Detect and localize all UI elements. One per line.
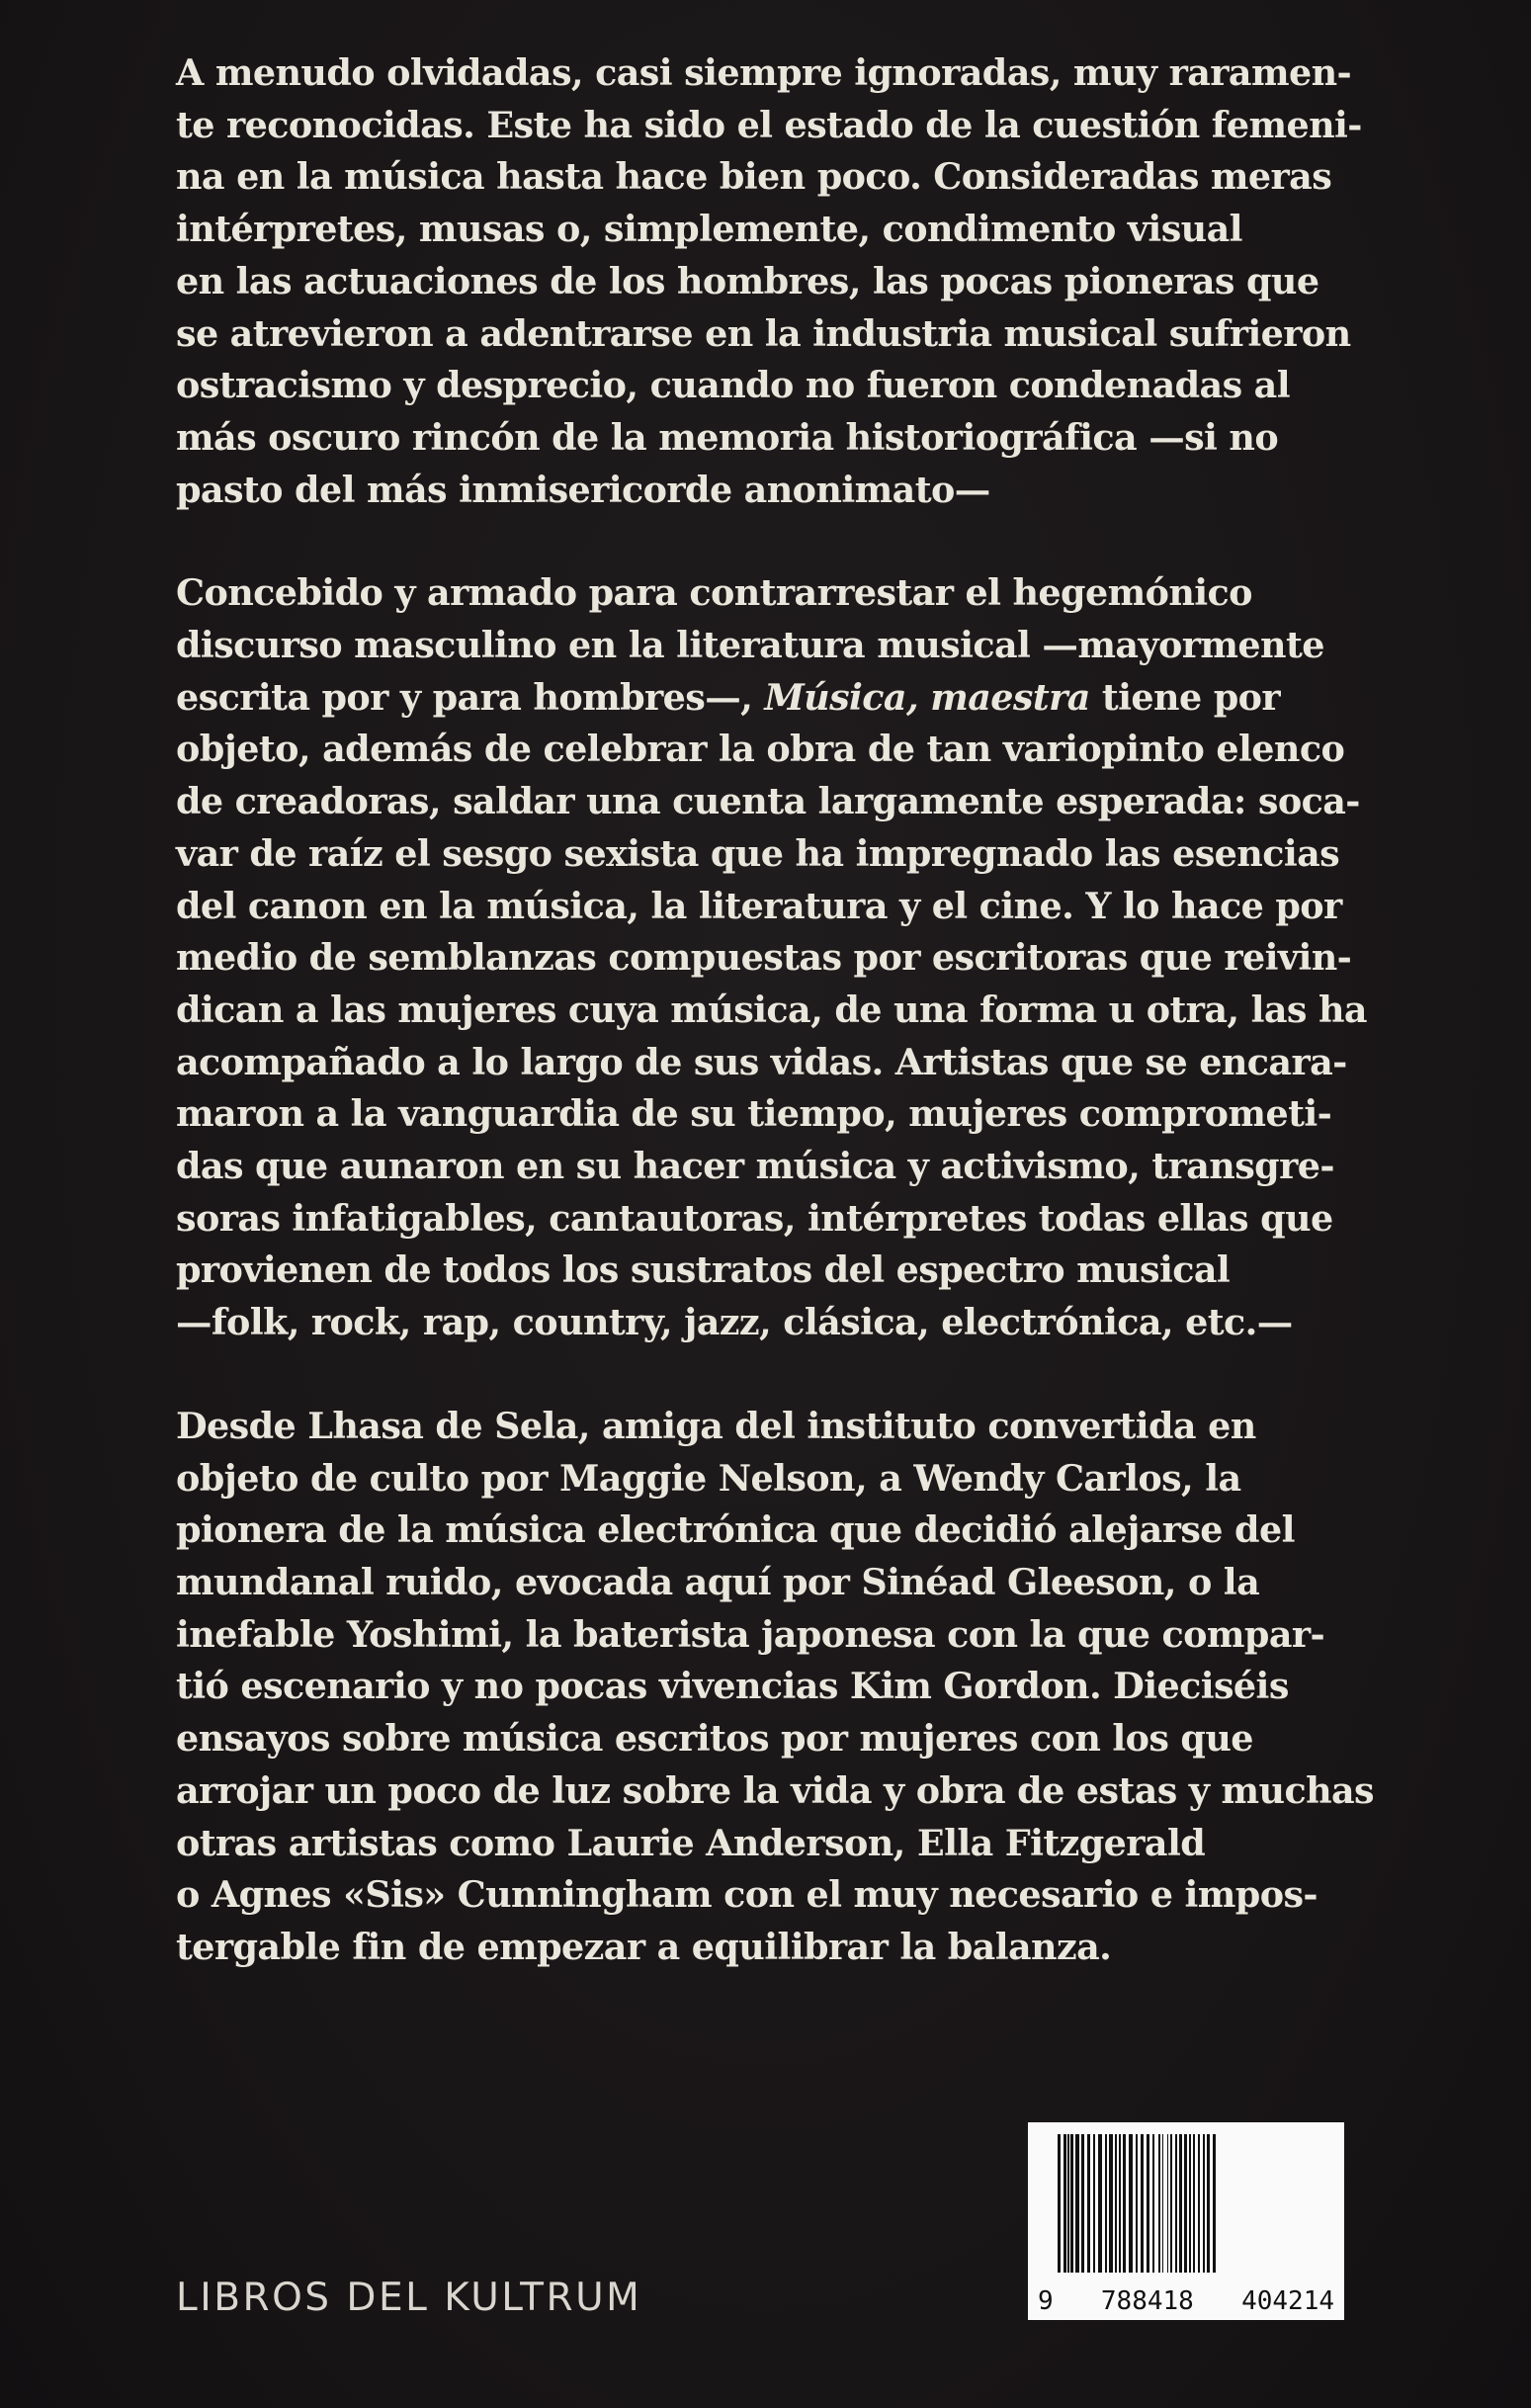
paragraph-2: [176, 567, 1367, 1349]
barcode-bar: [1105, 2134, 1107, 2273]
barcode-bar: [1207, 2134, 1210, 2273]
text-line: de creadoras, saldar una cuenta largamente esperada: soca-: [176, 780, 1360, 823]
text-line: tergable fin de empezar a equilibrar la balanza.: [176, 1925, 1112, 1968]
publisher-name: LIBROS DEL KULTRUM: [176, 2276, 642, 2320]
barcode-bar: [1141, 2134, 1144, 2273]
barcode-bar: [1119, 2134, 1121, 2273]
text-line: dican a las mujeres cuya música, de una forma u otra, las ha: [176, 988, 1367, 1031]
text-line: mundanal ruido, evocada aquí por Sinéad Gleeson, o la: [176, 1560, 1260, 1603]
text-line: pasto del más inmisericorde anonimato—: [176, 468, 990, 511]
barcode-bar: [1081, 2134, 1084, 2273]
text-line: provienen de todos los sustratos del espectro musical: [176, 1248, 1231, 1292]
text-line: ensayos sobre música escritos por mujeres con los que: [176, 1717, 1253, 1761]
text-line: se atrevieron a adentrarse en la industria musical sufrieron: [176, 311, 1351, 355]
barcode-bar: [1123, 2134, 1126, 2273]
text-line: medio de semblanzas compuestas por escritoras que reivin-: [176, 936, 1352, 980]
barcode-bar: [1193, 2134, 1195, 2273]
text-line: Concebido y armado para contrarrestar el hegemónico: [176, 571, 1252, 615]
text-line: ostracismo y desprecio, cuando no fueron condenadas al: [176, 364, 1290, 407]
barcode-bar: [1058, 2134, 1061, 2273]
text-line: —folk, rock, rap, country, jazz, clásica, electrónica, etc.—: [176, 1301, 1293, 1344]
barcode-bar: [1162, 2134, 1163, 2273]
text-line: arrojar un poco de luz sobre la vida y obra de estas y muchas: [176, 1768, 1375, 1812]
barcode-bars: [1028, 2122, 1344, 2280]
paragraph-1: [176, 47, 1362, 516]
text-line: Desde Lhasa de Sela, amiga del instituto convertida en: [176, 1404, 1256, 1447]
text-line: objeto, además de celebrar la obra de tan variopinto elenco: [176, 728, 1345, 771]
isbn-barcode: [1028, 2122, 1344, 2320]
text-line: inefable Yoshimi, la baterista japonesa con la que compar-: [176, 1612, 1325, 1656]
barcode-bar: [1198, 2134, 1200, 2273]
text-line: na en la música hasta hace bien poco. Consideradas meras: [176, 155, 1332, 199]
barcode-bar: [1203, 2134, 1205, 2273]
text-line: soras infatigables, cantautoras, intérpretes todas ellas que: [176, 1196, 1333, 1240]
barcode-bar: [1147, 2134, 1149, 2273]
barcode-bar: [1063, 2134, 1066, 2273]
barcode-digit-group-2: 404214: [1241, 2286, 1334, 2316]
barcode-bar: [1213, 2134, 1216, 2273]
paragraph-3: [176, 1401, 1375, 1974]
text-line: o Agnes «Sis» Cunningham con el muy necesario e impos-: [176, 1873, 1318, 1917]
barcode-bar: [1170, 2134, 1172, 2273]
text-line: var de raíz el sesgo sexista que ha impregnado las esencias: [176, 831, 1340, 875]
text-line: del canon en la música, la literatura y el cine. Y lo hace por: [176, 884, 1342, 927]
text-line: discurso masculino en la literatura musical —mayormente: [176, 624, 1324, 667]
barcode-digit-group-1: 788418: [1100, 2286, 1194, 2316]
text-line: intérpretes, musas o, simplemente, condimento visual: [176, 208, 1242, 251]
text-line: acompañado a lo largo de sus vidas. Artistas que se encara-: [176, 1040, 1347, 1083]
text-line: pionera de la música electrónica que decidió alejarse del: [176, 1508, 1295, 1552]
barcode-bar: [1087, 2134, 1090, 2273]
barcode-bar: [1175, 2134, 1177, 2273]
barcode-bar: [1098, 2134, 1102, 2273]
book-title: Música, maestra: [764, 675, 1090, 719]
barcode-bar: [1179, 2134, 1182, 2273]
barcode-bar: [1158, 2134, 1160, 2273]
barcode-bar: [1115, 2134, 1117, 2273]
barcode-bar: [1152, 2134, 1154, 2273]
barcode-bar: [1189, 2134, 1191, 2273]
text-line: en las actuaciones de los hombres, las pocas pioneras que: [176, 259, 1319, 302]
text-line: tió escenario y no pocas vivencias Kim Gordon. Dieciséis: [176, 1665, 1289, 1708]
text-line: A menudo olvidadas, casi siempre ignoradas, muy raramen-: [176, 51, 1352, 94]
text-line: más oscuro rincón de la memoria historiográfica —si no: [176, 415, 1279, 459]
barcode-bar: [1167, 2134, 1168, 2273]
blurb-text: [176, 47, 1375, 1974]
barcode-bar: [1136, 2134, 1138, 2273]
barcode-digit-lead: 9: [1038, 2286, 1054, 2316]
text-fragment: escrita por y para hombres—,: [176, 675, 765, 719]
barcode-bar: [1070, 2134, 1073, 2273]
barcode-bar: [1093, 2134, 1095, 2273]
text-line: objeto de culto por Maggie Nelson, a Wendy Carlos, la: [176, 1456, 1241, 1500]
barcode-bar: [1109, 2134, 1113, 2273]
text-line: te reconocidas. Este ha sido el estado de la cuestión femeni-: [176, 103, 1362, 146]
barcode-bar: [1075, 2134, 1079, 2273]
text-line-with-title: [176, 672, 1362, 725]
barcode-bar: [1129, 2134, 1133, 2273]
barcode-digits: [1028, 2286, 1344, 2316]
text-line: das que aunaron en su hacer música y activismo, transgre-: [176, 1145, 1334, 1188]
text-line: otras artistas como Laurie Anderson, Ella Fitzgerald: [176, 1821, 1206, 1864]
barcode-bar: [1184, 2134, 1187, 2273]
barcode-bar: [1067, 2134, 1069, 2273]
text-fragment: tiene por: [1089, 675, 1281, 719]
text-line: maron a la vanguardia de su tiempo, mujeres comprometi-: [176, 1092, 1332, 1136]
